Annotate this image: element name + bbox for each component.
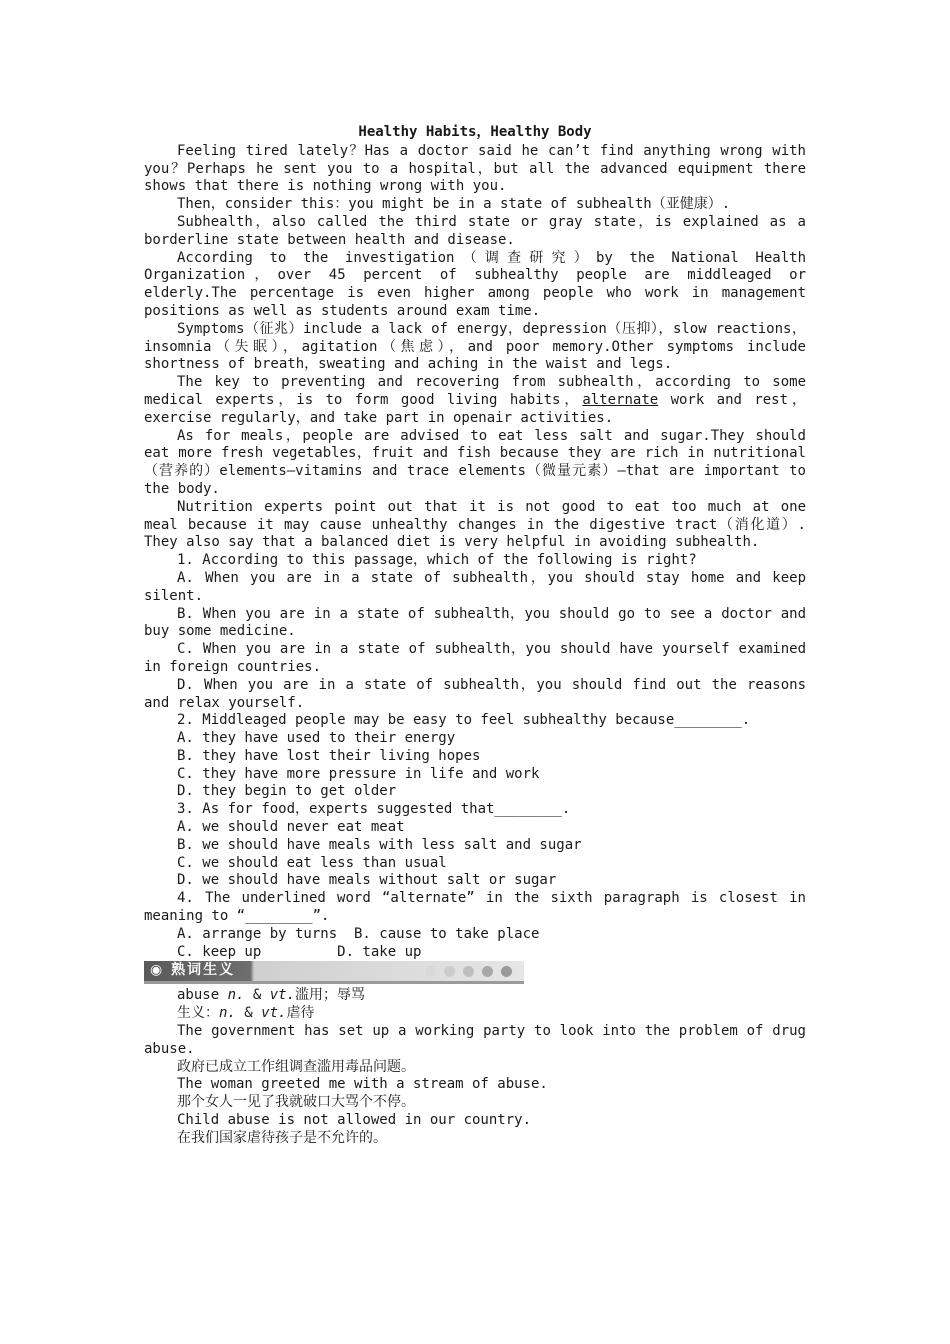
banner-label: ◉ 熟词生义	[150, 962, 236, 979]
question-3-option-d: D. we should have meals without salt or sugar	[177, 872, 557, 889]
vocab-amp: &	[244, 987, 270, 1004]
banner-dots-decoration	[425, 966, 512, 977]
dot-icon	[444, 966, 455, 977]
paragraph-2: Then，consider this：you might be in a state of subhealth（亚健康）.	[177, 196, 731, 213]
question-1-option-c: C. When you are in a state of subhealth，you should have yourself examined in foreign countries.	[144, 641, 806, 675]
paragraph-8: Nutrition experts point out that it is not good to eat too much at one meal because it may cause unhealthy changes in the digestive tract（消化道）. They also say that a balanced diet is very helpful in avoiding subhealth.	[144, 498, 806, 551]
question-2-option-c: C. they have more pressure in life and work	[177, 765, 540, 782]
question-1-option-b: B. When you are in a state of subhealth，you should go to see a doctor and buy some medicine.	[144, 605, 806, 640]
example-3-chinese: 在我们国家虐待孩子是不允许的。	[177, 1129, 387, 1146]
paragraph-6-end: work and rest，exercise regularly，and take part in openair activities.	[144, 391, 806, 426]
paragraph-6	[144, 374, 806, 427]
paragraph-4: According to the investigation（调查研究）by the National Health Organization，over 45 percent of subhealthy people are middleaged or elderly.The percentage is even higher among people who work in management positions as well as students around exam time.	[144, 249, 806, 319]
vocab-pos-verb: vt.	[269, 987, 296, 1004]
question-2-option-a: A. they have used to their energy	[177, 730, 456, 747]
paragraph-7: As for meals，people are advised to eat less salt and sugar.They should eat more fresh vegetables，fruit and fish because they are rich in nutritional（营养的）elements—vitamins and trace elements（微量元素）—that are important to the body.	[144, 427, 806, 497]
example-2-english: The woman greeted me with a stream of abuse.	[177, 1076, 548, 1093]
passage-title: Healthy Habits，Healthy Body	[358, 124, 592, 140]
vocab-new-meaning-text: 虐待	[286, 1005, 315, 1022]
vocab-entry	[144, 987, 806, 1005]
question-4-options-row-1: A. arrange by turns B. cause to take place	[177, 925, 540, 942]
underlined-word: alternate	[582, 391, 659, 408]
dot-icon	[463, 966, 474, 977]
question-3-stem: 3. As for food，experts suggested that________.	[177, 801, 571, 818]
document-page	[144, 124, 806, 1148]
question-1-option-d: D. When you are in a state of subhealth，you should find out the reasons and relax yourself.	[144, 676, 806, 711]
example-1-chinese: 政府已成立工作组调查滥用毒品问题。	[177, 1058, 415, 1075]
question-3-option-a: A. we should never eat meat	[177, 819, 405, 836]
paragraph-5: Symptoms（征兆）include a lack of energy，depression（压抑），slow reactions，insomnia（失眠），agitation（焦虑），and poor memory.Other symptoms include shortness of breath，sweating and aching in the waist and legs.	[144, 320, 806, 373]
question-2-stem: 2. Middleaged people may be easy to feel subhealthy because________.	[177, 712, 751, 729]
dot-icon	[501, 966, 512, 977]
question-3-option-b: B. we should have meals with less salt and sugar	[177, 836, 582, 853]
example-3-english: Child abuse is not allowed in our country.	[177, 1112, 532, 1129]
question-4-options-row-2: C. keep up D. take up	[177, 943, 422, 960]
vocab-meaning: 滥用；辱骂	[295, 987, 366, 1004]
paragraph-6-start: The key to preventing and recovering from subhealth，according to some medical experts，is to form good living habits，	[144, 374, 806, 408]
question-2-option-d: D. they begin to get older	[177, 783, 397, 800]
vocab-new-meaning	[144, 1005, 806, 1023]
vocab-new-amp: &	[235, 1005, 262, 1022]
vocab-word: abuse	[177, 987, 228, 1004]
question-1-stem: 1. According to this passage，which of the following is right?	[177, 552, 697, 569]
question-2-option-b: B. they have lost their living hopes	[177, 747, 481, 764]
question-4-stem: 4. The underlined word “alternate” in the sixth paragraph is closest in meaning to “________”.	[144, 890, 806, 925]
vocab-new-pos-noun: n.	[219, 1005, 236, 1022]
section-banner	[144, 961, 524, 984]
dot-icon	[482, 966, 493, 977]
paragraph-1: Feeling tired lately？Has a doctor said he can’t find anything wrong with you？Perhaps he sent you to a hospital，but all the advanced equipment there shows that there is nothing wrong with you.	[144, 142, 806, 195]
question-3-option-c: C. we should eat less than usual	[177, 854, 447, 871]
vocabulary-section	[144, 987, 806, 1147]
vocab-new-prefix: 生义：	[177, 1005, 219, 1022]
question-1-option-a: A. When you are in a state of subhealth，you should stay home and keep silent.	[144, 569, 806, 604]
dot-icon	[425, 966, 436, 977]
vocab-pos-noun: n.	[227, 987, 245, 1004]
paragraph-3: Subhealth，also called the third state or gray state，is explained as a borderline state between health and disease.	[144, 213, 806, 248]
example-1-english: The government has set up a working party to look into the problem of drug abuse.	[144, 1023, 806, 1057]
vocab-new-pos-verb: vt.	[261, 1005, 287, 1022]
example-2-chinese: 那个女人一见了我就破口大骂个不停。	[177, 1094, 415, 1111]
